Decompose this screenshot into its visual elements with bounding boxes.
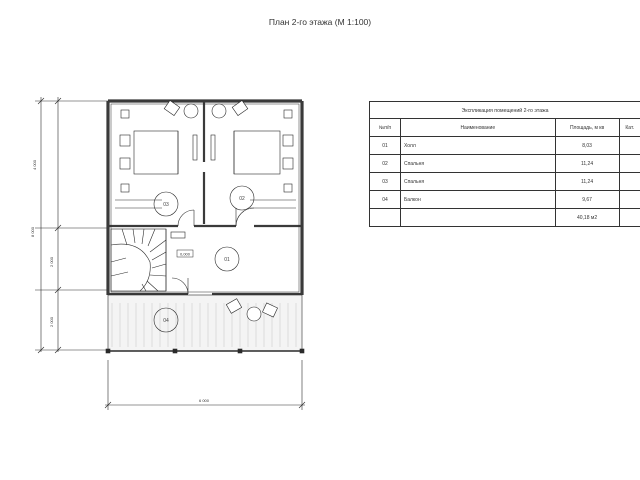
interior-walls (108, 101, 302, 294)
nightstand-icon (283, 135, 293, 146)
row-num: 02 (370, 155, 401, 173)
header-category: Кат. (619, 119, 640, 137)
room-label-04: 04 (163, 318, 169, 324)
dim-text-middle-vertical: 2 000 (49, 256, 54, 268)
explication-table (369, 101, 640, 224)
row-area: 11,24 (555, 173, 619, 191)
row-category (619, 191, 640, 209)
header-area: Площадь, м кв (555, 119, 619, 137)
bedroom-03-furniture (115, 100, 198, 208)
page-title: План 2-го этажа (М 1:100) (268, 17, 372, 27)
header-name: Наименование (400, 119, 555, 137)
row-category (619, 137, 640, 155)
table-total-row (370, 209, 640, 227)
table-row (370, 191, 640, 209)
bed-icon (134, 131, 178, 174)
row-num: 03 (370, 173, 401, 191)
balcony (106, 295, 304, 353)
nightstand-icon (283, 158, 293, 169)
room-label-03: 03 (163, 202, 169, 208)
row-name: Холл (400, 137, 555, 155)
room-label-02: 02 (239, 196, 245, 202)
dim-text-overall-vertical: 8 000 (30, 226, 35, 238)
bed-icon (234, 131, 280, 174)
total-area: 40,18 м2 (555, 209, 619, 227)
row-category (619, 155, 640, 173)
explication-title: Экспликация помещений 2-го этажа (369, 101, 640, 119)
table-row (370, 137, 640, 155)
nightstand-icon (120, 135, 130, 146)
table-icon (212, 104, 226, 118)
level-mark-text: 0,000 (179, 251, 191, 257)
armchair-icon (232, 100, 248, 115)
row-num: 01 (370, 137, 401, 155)
room-label-01: 01 (224, 257, 230, 263)
explication-grid (369, 118, 640, 227)
row-category (619, 173, 640, 191)
table-icon (247, 307, 261, 321)
dim-text-top-vertical: 4 000 (32, 159, 37, 171)
row-name: Балкон (400, 191, 555, 209)
staircase (111, 229, 185, 291)
total-name-cell (400, 209, 555, 227)
table-icon (184, 104, 198, 118)
header-num: №п/п (370, 119, 401, 137)
armchair-icon (164, 100, 180, 115)
row-area: 11,24 (555, 155, 619, 173)
table-header-row (370, 119, 640, 137)
table-row (370, 173, 640, 191)
nightstand-icon (120, 158, 130, 169)
row-area: 9,67 (555, 191, 619, 209)
dim-text-bottom-vertical: 2 000 (49, 316, 54, 328)
row-name: Спальня (400, 173, 555, 191)
bedroom-02-furniture (211, 100, 296, 208)
table-row (370, 155, 640, 173)
row-area: 8,03 (555, 137, 619, 155)
dim-text-overall-horizontal: 6 000 (198, 398, 210, 403)
total-num-cell (370, 209, 401, 227)
row-name: Спальня (400, 155, 555, 173)
row-num: 04 (370, 191, 401, 209)
total-category-cell (619, 209, 640, 227)
